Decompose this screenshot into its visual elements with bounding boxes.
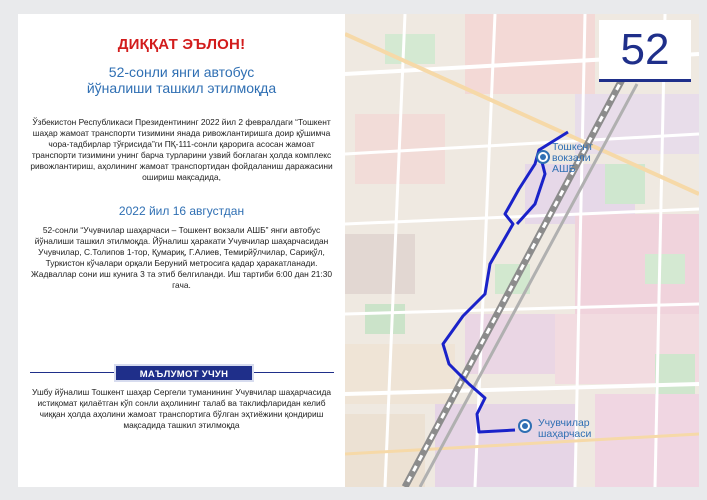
stop-north-line-2: вокзали	[552, 152, 591, 164]
stop-label-south	[538, 418, 591, 440]
stop-north-line-1: Тошкент	[552, 141, 594, 153]
stop-north-line-3: АШБ	[552, 163, 576, 175]
info-paragraph: Ушбу йўналиш Тошкент шаҳар Сергели туманининг Учувчилар шаҳарчасида истиқомат қилаётган кўп сонли аҳолининг талаб ва таклифларидан келиб чиққан ҳолда аҳолини жамоат транспортига бўлган эҳтиёжини қондириш мақсадида ташкил этилмоқда	[32, 387, 331, 430]
map-blocks	[345, 14, 699, 487]
notice-title: ДИҚҚАТ ЭЪЛОН!	[117, 36, 246, 53]
start-date: 2022 йил 16 августдан	[118, 204, 245, 218]
stop-south-line-2: шаҳарчаси	[538, 428, 592, 440]
info-badge: МАЪЛУМОТ УЧУН	[114, 364, 254, 382]
stop-south-line-1: Учувчилар	[538, 417, 590, 429]
route-description-paragraph: 52-сонли “Учувчилар шаҳарчаси – Тошкент вокзали АШБ” янги автобус йўналиши ташкил этилмоқда. Йўналиш ҳаракати Учувчилар шаҳарчасидан Учувчилар, С.Толипов 1-тор, Қумариқ, Г.Алиев, Темирйўлчилар, Сариқўл, Туркистон кўчалари орқали Беруний метросига қадар ҳаракатланади. Жадваллар сони иш кунига 3 та этиб белгиланди. Иш тартиби 6:00 дан 21:30 гача.	[30, 225, 333, 290]
decree-paragraph: Ўзбекистон Республикаси Президентининг 2022 йил 2 февралдаги “Тошкент шаҳар жамоат транспорти тизимини янада ривожлантиришга доир қўшимча чора-тадбирлар тўғрисида”ги ПҚ-111-сонли қарорига асосан жамоат транспорти тизимини унинг барча турларини узвий боғлаган ҳолда комплекс ривожлантириш, аҳолининг жамоат транспортидан фойдаланиш даражасини ошириш мақсадида,	[30, 117, 333, 182]
route-number-box	[599, 20, 691, 82]
stop-label-north	[552, 142, 593, 175]
map-graphic	[345, 14, 699, 487]
notice-text-panel	[18, 14, 345, 487]
subtitle-line-2: йўналиши ташкил этилмоқда	[86, 80, 277, 96]
stop-marker-south	[519, 420, 531, 432]
route-number: 52	[620, 25, 670, 74]
subtitle-line-1: 52-сонли янги автобус	[108, 64, 255, 80]
notice-poster	[18, 14, 699, 487]
notice-subtitle	[18, 64, 345, 96]
stop-marker-north	[537, 151, 549, 163]
route-map	[345, 14, 699, 487]
